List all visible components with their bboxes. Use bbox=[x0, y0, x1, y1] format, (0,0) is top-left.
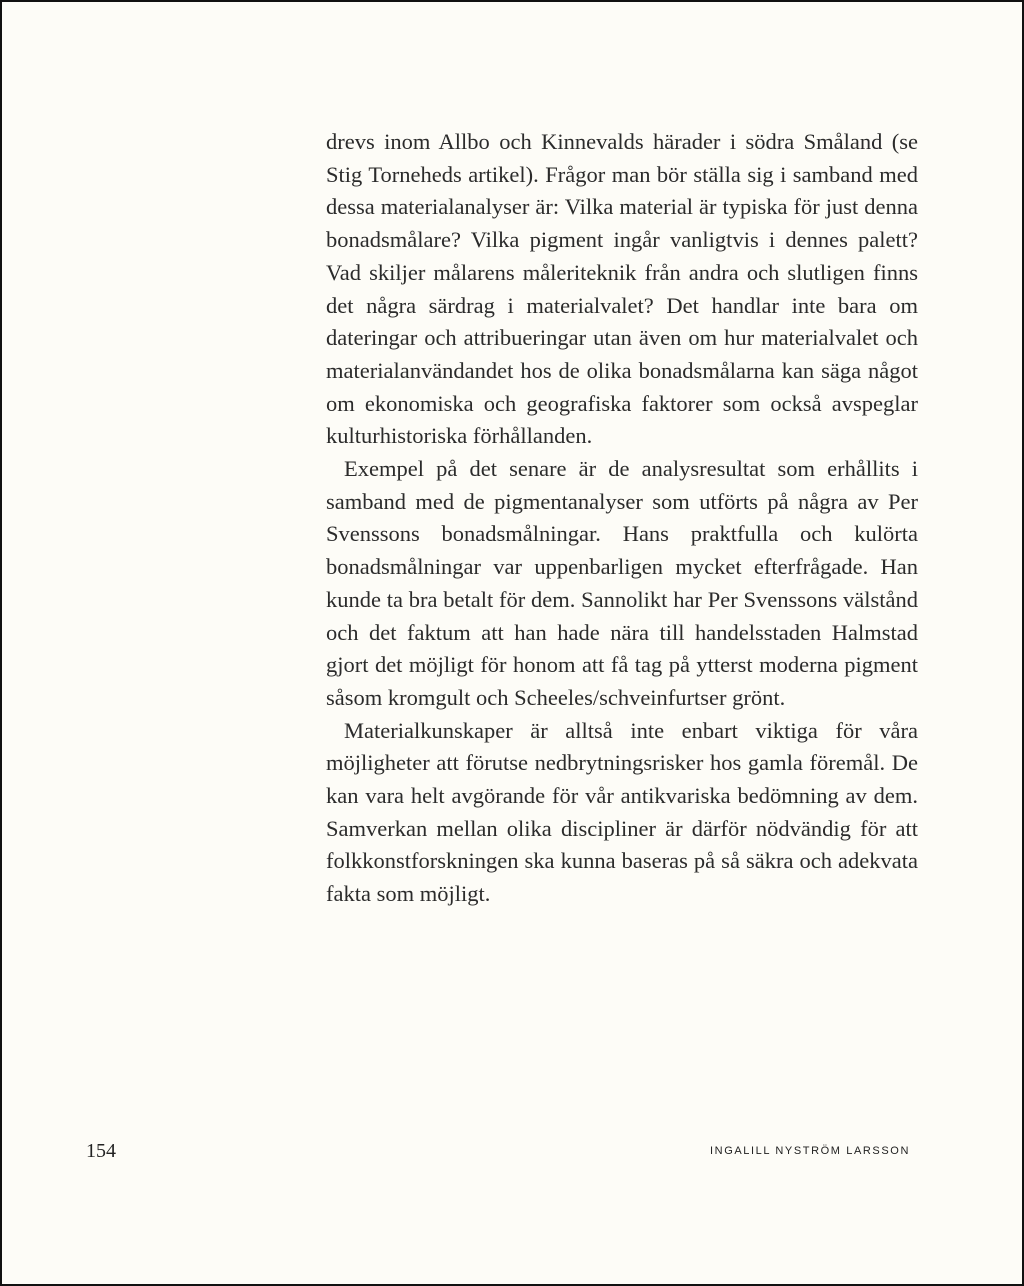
body-text bbox=[326, 126, 918, 911]
paragraph-1: drevs inom Allbo och Kinnevalds härader i södra Småland (se Stig Torneheds artikel). Frågor man bör ställa sig i samband med dessa materialanalyser är: Vilka material är typiska för just denna bonadsmålare? Vilka pigment ingår vanligtvis i dennes palett? Vad skiljer målarens måleriteknik från andra och slutligen finns det några särdrag i materialvalet? Det handlar inte bara om dateringar och attribueringar utan även om hur materialvalet och materialanvändandet hos de olika bonadsmålarna kan säga något om ekonomiska och geografiska faktorer som också avspeglar kulturhistoriska förhållanden. bbox=[326, 129, 918, 449]
paragraph-3: Materialkunskaper är alltså inte enbart viktiga för våra möjligheter att förutse nedbrytningsrisker hos gamla föremål. De kan vara helt avgörande för vår antikvariska bedömning av dem. Samverkan mellan olika discipliner är därför nödvändig för att folkkonstforskningen ska kunna baseras på så säkra och adekvata fakta som möjligt. bbox=[326, 717, 918, 907]
paragraph-2: Exempel på det senare är de analysresultat som erhållits i samband med de pigmentanalyser som utförts på några av Per Svenssons bonadsmålningar. Hans praktfulla och kulörta bonadsmålningar var uppenbarligen mycket efterfrågade. Han kunde ta bra betalt för dem. Sannolikt har Per Svenssons välstånd och det faktum att han hade nära till handelsstaden Halmstad gjort det möjligt för honom att få tag på ytterst moderna pigment såsom kromgult och Scheeles/schveinfurtser grönt. bbox=[326, 456, 918, 710]
running-footer-author: INGALILL NYSTRÖM LARSSON bbox=[710, 1145, 910, 1157]
book-page bbox=[2, 2, 1022, 1284]
page-number: 154 bbox=[86, 1140, 116, 1162]
